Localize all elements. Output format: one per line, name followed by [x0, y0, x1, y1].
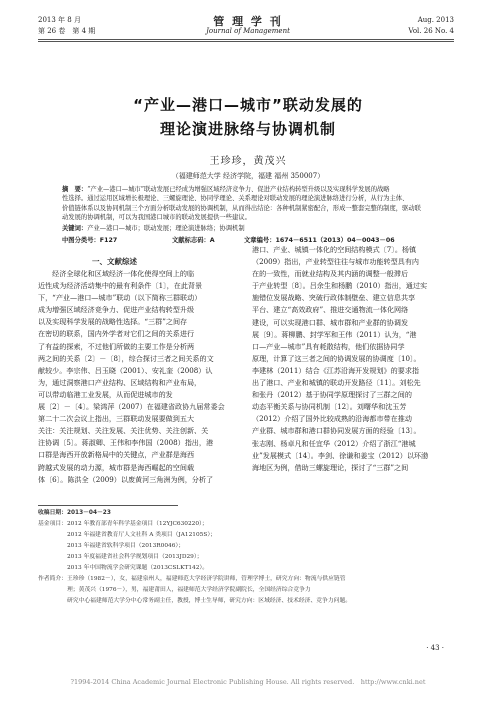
clc-number: 中图分类号：F127 — [62, 237, 118, 244]
text-line: 两之间的关系〔2〕－〔8〕，综合探讨三者之间关系的文 — [38, 353, 214, 363]
text-line: 于产业转型〔8〕。吕余生和杨鹏（2010）指出，通过实 — [252, 281, 428, 291]
text-line: 在的一致性，而就业结构及其内涵的调整一般滞后 — [252, 269, 409, 279]
text-line: 施错位发展战略、突破行政体制壁垒、建立信息共享 — [252, 293, 416, 303]
note-line: 2013 年度福建省社会科学规划项目（2013JD29）； — [38, 554, 203, 560]
text-line: 展〔9〕。蒋柳鹏、封学军和王伟（2011）认为，“港 — [252, 329, 417, 339]
note-line: 收稿日期：2013－04－23 — [38, 510, 111, 516]
abstract-line: 动发展的协调机制，可以为我国港口城市的联动发展提供一些建议。 — [62, 213, 251, 221]
footnotes — [38, 508, 458, 607]
text-line: 可以带动临港工业发展，从而促进城市的发 — [38, 389, 173, 399]
text-line: 出了港口、产业和城镇的联动开发路径〔11〕。刘松先 — [252, 378, 421, 388]
text-line: 近性成为经济活动集中的最有利条件〔1〕，在此背景 — [38, 281, 203, 291]
text-line: 和张丹（2012）基于协同学原理探讨了三群之间的 — [252, 390, 412, 400]
abstract — [62, 185, 438, 222]
text-line: 建设，可以实现港口群、城市群和产业群的协调发 — [252, 317, 409, 327]
text-line: 经济全球化和区域经济一体化使得空间上的临 — [38, 269, 195, 278]
text-line: 口群是海西开放新格局中的关键点，产业群是海西 — [38, 450, 195, 460]
text-line: 产业群、城市群和港口群协同发展方面的经验〔13〕。 — [252, 426, 421, 436]
header-date-right: Aug. 2013 — [417, 16, 454, 24]
text-line: 海地区为例，借助三螺旋理论，探讨了“三群”之间 — [252, 462, 409, 472]
text-line: 体〔6〕。陈洪全（2009）以废黄河三角洲为例，分析了 — [38, 474, 214, 484]
text-line: 了有益的探索，不过他们所做的主要工作是分析两 — [38, 341, 195, 351]
text-line: （2009）指出，产业转型往往与城市功能转型具有内 — [252, 257, 420, 267]
abstract-line: 性选择。通过运用区域增长极理论、三螺旋理论、协同学理论、关系理论对联动发展的理论演进脉络进行分析，从行为主体、 — [62, 195, 409, 203]
header-rule — [38, 39, 454, 40]
journal-title-cn: 管 理 学 刊 — [213, 15, 283, 28]
footer-copyright: ?1994-2014 China Academic Journal Electronic Publishing House. All rights reserved. http://www.cnki.net — [70, 678, 426, 686]
text-line: 关注：关注规划、关注发展、关注优势、关注创新、关 — [38, 426, 209, 436]
text-line: 业”发展模式〔14〕。李剑、徐谦和姜宝（2012）以环渤 — [252, 450, 429, 460]
header-issue-right: Vol. 26 No. 4 — [408, 27, 454, 35]
note-line: 2013 年中国物流学会研究课题（2013CSLKT142）。 — [38, 565, 209, 571]
text-line: 动态平衡关系与协同机制〔12〕。刘曙华和沈玉芳 — [252, 402, 407, 412]
article-title-line2: 理论演进脉络与协调机制 — [159, 120, 336, 138]
text-line: 跨越式发展的动力源，城市群是海西崛起的空间载 — [38, 462, 195, 472]
text-line: 李建林（2011）结合《江苏沿海开发规划》的要求指 — [252, 365, 420, 375]
text-line: 口—产业—城市”具有耗散结构，他们依据协同学 — [252, 341, 405, 351]
text-line: 献较少。李宗伟、吕玉晓（2001）、安礼奎（2008）认 — [38, 365, 213, 375]
keywords — [62, 224, 438, 233]
abstract-line: “产业—港口—城市”联动发展已经成为增强区域经济竞争力、促进产业结构转型升级以及实现科学发展的战略 — [87, 186, 390, 193]
authors: 王珍珍，黄茂兴 — [209, 156, 287, 167]
document-code: 文献标志码：A — [172, 237, 215, 244]
note-line: 作者简介：王珍珍（1982－），女，福建泉州人，福建师范大学经济学院讲师，管理学博士，研究方向：物流与供应链管 — [38, 576, 346, 582]
section-heading: 一、文献综述 — [92, 257, 137, 266]
header-date-left: 2013 年 8 月 — [38, 16, 81, 24]
text-line: 港口、产业、城镇一体化的空间结构模式〔7〕。杨镇 — [252, 245, 417, 254]
note-line: 研究中心福建师范大学分中心常务副主任，教授，博士生导师，研究方向：区域经济、技术经济、竞争力问题。 — [38, 598, 352, 604]
page-number: · 43 · — [426, 644, 444, 652]
left-column — [38, 268, 243, 486]
footnote-rule — [38, 505, 178, 506]
text-line: 展〔2〕－〔4〕。梁鸿萍（2007）在福建省政协九届常委会 — [38, 402, 225, 412]
right-column — [252, 244, 456, 474]
keywords-text: 产业—港口—城市；联动发展；理论演进脉络；协调机制 — [87, 225, 245, 232]
text-line: 成为增强区域经济竞争力、促进产业结构转型升级 — [38, 305, 195, 315]
affiliation: （福建师范大学 经济学院，福建 福州 350007） — [171, 172, 325, 180]
header-rule-2 — [38, 41, 454, 42]
text-line: 第二十二次会议上指出，三群联动发展要做到五大 — [38, 414, 195, 424]
note-line: 2012 年福建省教育厅人文社科 A 类项目（JA12105S）； — [38, 532, 217, 538]
text-line: 在密切的联系，国内外学者对它们之间的关系进行 — [38, 329, 195, 339]
article-title-line1: “产业—港口—城市”联动发展的 — [133, 96, 363, 114]
abstract-line: 价值链体系以及协同机制三个方面分析联动发展的协调机制，从而得出结论：各种机制紧密配合，形成一整套完整的制度，驱动联 — [62, 204, 421, 212]
text-line: 注协调〔5〕。蒋淑卿、王伟和李伟国（2008）指出，港 — [38, 438, 214, 448]
article-id: 文章编号：1674－6511（2013）04－0043－06 — [244, 237, 395, 244]
text-line: 原理，计算了这三者之间的协调发展的协调度〔10〕。 — [252, 353, 421, 363]
keywords-label: 关键词： — [62, 225, 88, 232]
journal-title-en: Journal of Management — [206, 27, 290, 35]
header-issue-left: 第 26 卷 第 4 期 — [38, 27, 96, 35]
text-line: 下，“产业—港口—城市”联动（以下简称三群联动） — [38, 293, 202, 303]
text-line: 平台、建立“高效政府”、推进交通物流一体化网络 — [252, 305, 409, 315]
text-line: 以及实现科学发展的战略性选择。“三群”之间存 — [38, 317, 188, 327]
text-line: 为，通过洞察港口产业结构、区域结构和产业布局， — [38, 377, 202, 387]
note-line: 2013 年福建省软科学项目（2013R0046）； — [38, 543, 185, 549]
note-line: 理；黄茂兴（1976－），男，福建莆田人，福建师范大学经济学院副院长，全国经济综合竞争力 — [38, 587, 311, 593]
text-line: 张志刚、杨卓凡和任宜华（2012）介绍了浙江“港城 — [252, 438, 416, 448]
note-line: 基金项目：2012 年教育部青年科学基金项目（12YJC630220）； — [38, 521, 208, 527]
abstract-label: 摘 要： — [62, 186, 88, 193]
text-line: （2012）介绍了国外比较成熟的沿海都市带在推动 — [252, 414, 412, 424]
